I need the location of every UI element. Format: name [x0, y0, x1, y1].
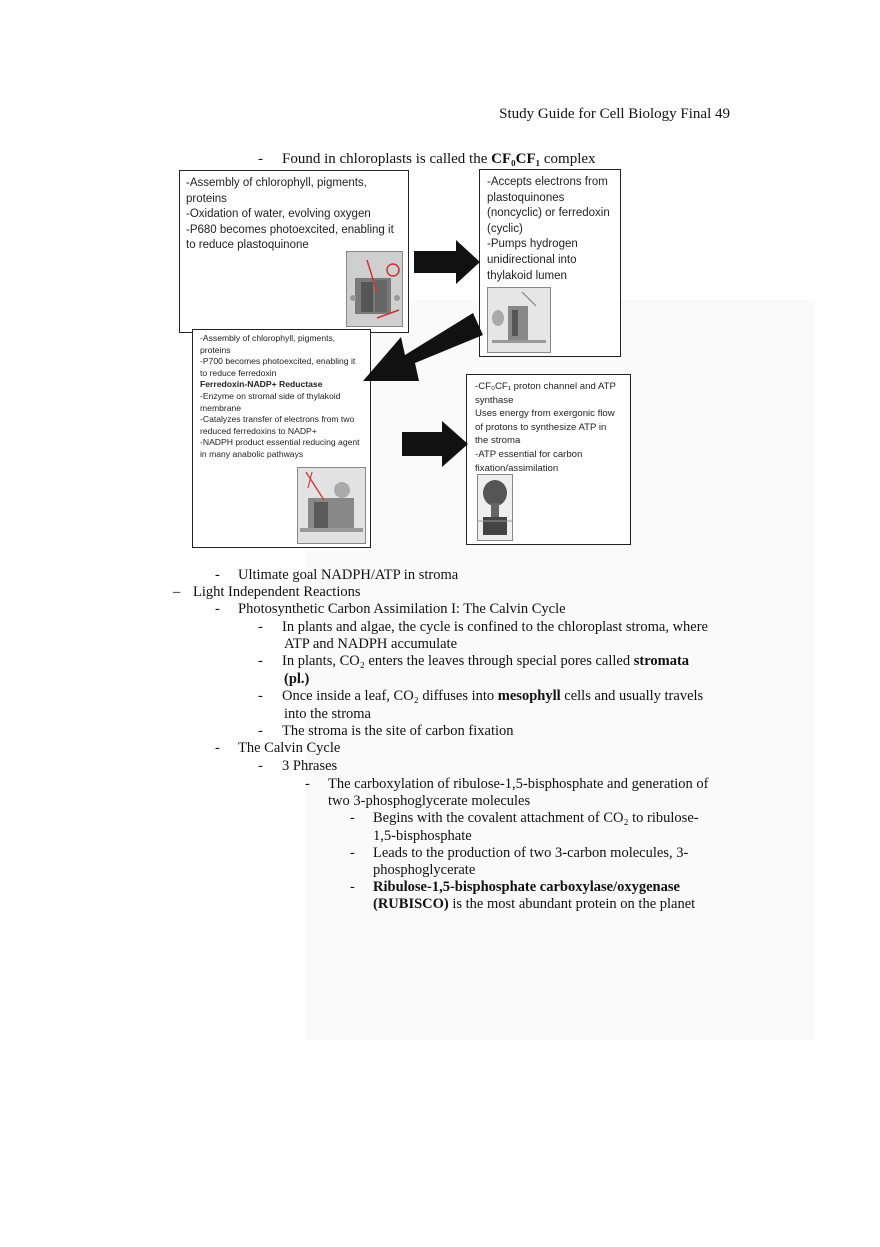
box-line: -Accepts electrons from plastoquinones (noncyclic) or ferredoxin (cyclic) [487, 176, 610, 235]
rubisco-abbrev: (RUBISCO) [373, 896, 449, 912]
item-text: is the most abundant protein on the planet [448, 896, 696, 912]
box-line: -Assembly of chlorophyll, pigments, proteins [186, 177, 367, 205]
photosystem-i-box [192, 329, 371, 548]
item-text: into the stroma [284, 706, 371, 722]
item-text: The stroma is the site of carbon fixation [282, 723, 514, 739]
item-text: The carboxylation of ribulose-1,5-bisphosphate and generation of [328, 776, 709, 792]
bullet-dash: - [305, 776, 310, 792]
bullet-dash: - [215, 567, 220, 583]
cytochrome-box [479, 169, 621, 357]
down-left-arrow-icon [363, 313, 483, 385]
bullet-dash: - [258, 723, 263, 739]
item-text: Once inside a leaf, CO₂ diffuses into [282, 688, 498, 704]
bullet-dash: - [258, 688, 263, 704]
mesophyll-term: mesophyll [497, 688, 561, 704]
box-line: -P680 becomes photoexcited, enabling it to reduce plastoquinone [186, 223, 394, 252]
goal-text: Ultimate goal NADPH/ATP in stroma [238, 567, 459, 583]
bullet-dash: - [258, 619, 263, 635]
bullet-dash: - [350, 810, 355, 826]
item-text: ATP and NADPH accumulate [284, 636, 458, 652]
cf0cf1-term: CF₀CF₁ [491, 151, 541, 167]
stromata-term: stromata [633, 653, 690, 669]
pl-term: (pl.) [284, 671, 310, 687]
atp-synthase-box [466, 374, 631, 545]
right-arrow-icon [402, 421, 468, 467]
atp-synthase-diagram [477, 474, 513, 541]
bullet-dash: - [215, 601, 220, 617]
box-line: -CF₀CF₁ proton channel and ATP synthase [475, 381, 616, 406]
item-text: In plants and algae, the cycle is confined to the chloroplast stroma, where [282, 619, 708, 635]
right-arrow-icon [414, 240, 480, 284]
item-text: Begins with the covalent attachment of CO₂ to ribulose- [373, 810, 699, 826]
bullet-dash: - [350, 879, 355, 895]
pca-title: Photosynthetic Carbon Assimilation I: The Calvin Cycle [238, 601, 566, 617]
bullet-dash: - [258, 151, 263, 167]
box-line: -Pumps hydrogen unidirectional into thylakoid lumen [487, 238, 578, 282]
calvin-heading: The Calvin Cycle [238, 740, 341, 756]
box-line: -Oxidation of water, evolving oxygen [186, 208, 371, 221]
item-text: two 3-phosphoglycerate molecules [328, 793, 531, 809]
bullet-dash: - [350, 845, 355, 861]
top-line-text: Found in chloroplasts is called the [282, 151, 492, 167]
photosystem-ii-box [179, 170, 409, 333]
box-line: -NADPH product essential reducing agent in many anabolic pathways [200, 437, 360, 459]
box-line: -ATP essential for carbon fixation/assimilation [475, 448, 583, 474]
box-line: -Enzyme on stromal side of thylakoid membrane [200, 390, 341, 413]
item-text: Leads to the production of two 3-carbon molecules, 3- [373, 845, 689, 861]
bullet-dash: - [215, 740, 220, 756]
photosystem-i-diagram [297, 467, 366, 544]
item-text: cells and usually travels [560, 688, 704, 704]
box-line: Uses energy from exergonic flow of protons to synthesize ATP in the stroma [475, 408, 615, 447]
page-header: Study Guide for Cell Biology Final 49 [499, 106, 730, 122]
box-line: -Assembly of chlorophyll, pigments, proteins [200, 333, 336, 355]
fnr-heading: Ferredoxin-NADP+ Reductase [200, 379, 323, 390]
box-line: -Catalyzes transfer of electrons from two reduced ferredoxins to NADP+ [200, 414, 355, 436]
box-line: -P700 becomes photoexcited, enabling it to reduce ferredoxin [200, 356, 356, 378]
bullet-dash: - [258, 758, 263, 774]
bullet-endash: – [173, 584, 181, 600]
bullet-dash: - [258, 653, 263, 669]
item-text: 1,5-bisphosphate [373, 828, 472, 844]
item-text: phosphoglycerate [373, 862, 476, 878]
top-line-suffix: complex [540, 151, 596, 167]
rubisco-term: Ribulose-1,5-bisphosphate carboxylase/oxygenase [373, 879, 680, 895]
phrases-text: 3 Phrases [282, 758, 338, 774]
item-text: In plants, CO₂ enters the leaves through special pores called [282, 653, 634, 669]
light-independent-heading: Light Independent Reactions [193, 584, 361, 600]
cytochrome-diagram [487, 287, 551, 353]
